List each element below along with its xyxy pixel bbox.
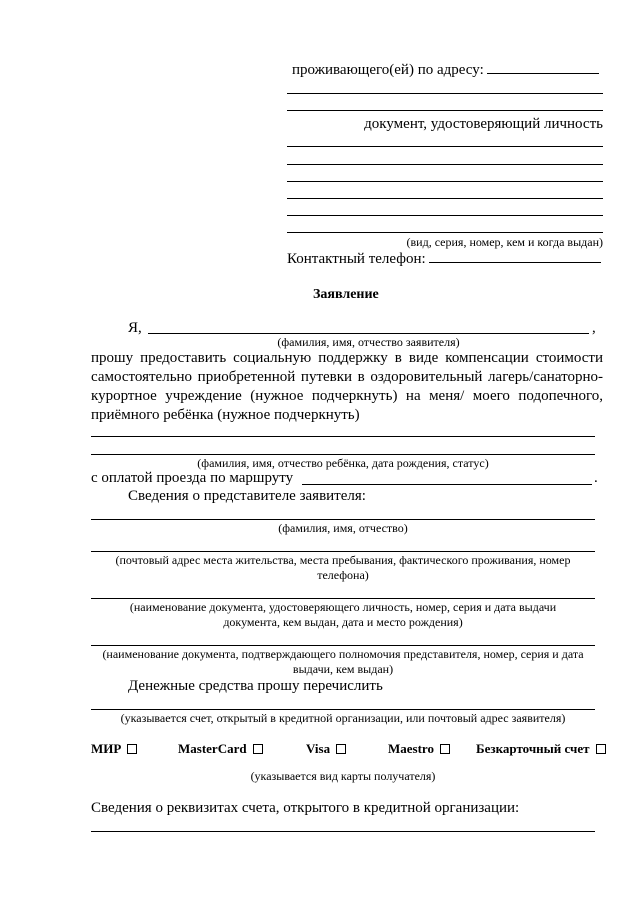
account-caption: (указывается счет, открытый в кредитной организации, или почтовый адрес заявителя) [120, 711, 566, 725]
id-doc-line-3[interactable] [287, 181, 603, 182]
id-doc-line-6[interactable] [287, 232, 603, 233]
phone-field[interactable] [429, 261, 601, 263]
address-label: проживающего(ей) по адресу: [292, 62, 484, 78]
card-label-cardless: Безкарточный счет [476, 741, 590, 756]
card-option-mastercard[interactable] [178, 741, 263, 757]
rep-name-field[interactable] [91, 519, 595, 520]
id-doc-label: документ, удостоверяющий личность [364, 116, 603, 132]
checkbox-visa[interactable] [336, 744, 346, 754]
id-doc-caption: (вид, серия, номер, кем и когда выдан) [406, 235, 603, 249]
checkbox-maestro[interactable] [440, 744, 450, 754]
card-option-cardless[interactable] [476, 741, 606, 757]
bank-details-label: Сведения о реквизитах счета, открытого в кредитной организации: [91, 800, 520, 816]
account-field[interactable] [91, 709, 595, 710]
rep-id-doc-field[interactable] [91, 598, 595, 599]
phone-row [287, 251, 601, 268]
route-field[interactable] [302, 484, 592, 485]
applicant-caption: (фамилия, имя, отчество заявителя) [277, 335, 460, 349]
rep-id-doc-caption: (наименование документа, удостоверяющего личность, номер, серия и дата выдачи документа, кем выдан, дата и место рождения) [129, 600, 557, 629]
card-option-visa[interactable] [306, 741, 346, 757]
card-caption: (указывается вид карты получателя) [250, 769, 436, 783]
card-label-mastercard: MasterCard [178, 741, 247, 756]
rep-authority-field[interactable] [91, 645, 595, 646]
rep-address-caption: (почтовый адрес места жительства, места пребывания, фактического проживания, номер телефона) [115, 553, 571, 582]
card-label-maestro: Maestro [388, 741, 434, 756]
rep-authority-caption: (наименование документа, подтверждающего полномочия представителя, номер, серия и дата выдачи, кем выдан) [102, 647, 584, 676]
id-doc-line-5[interactable] [287, 215, 603, 216]
card-option-maestro[interactable] [388, 741, 450, 757]
rep-address-field[interactable] [91, 551, 595, 552]
checkbox-mir[interactable] [127, 744, 137, 754]
transfer-label: Денежные средства прошу перечислить [128, 678, 383, 694]
checkbox-mastercard[interactable] [253, 744, 263, 754]
i-label: Я, [128, 320, 142, 336]
id-doc-line-4[interactable] [287, 198, 603, 199]
rep-name-caption: (фамилия, имя, отчество) [278, 521, 408, 535]
route-label: с оплатой проезда по маршруту [91, 470, 294, 486]
child-line-2[interactable] [91, 454, 595, 455]
applicant-name-field[interactable] [148, 333, 589, 334]
card-option-mir[interactable] [91, 741, 137, 757]
applicant-comma: , [592, 320, 596, 336]
representative-heading: Сведения о представителе заявителя: [128, 488, 366, 504]
child-caption: (фамилия, имя, отчество ребёнка, дата рождения, статус) [197, 456, 489, 470]
id-doc-line-2[interactable] [287, 164, 603, 165]
address-line-2[interactable] [287, 93, 603, 94]
request-paragraph: прошу предоставить социальную поддержку в виде компенсации стоимости самостоятельно приобретенной путевки в оздоровительный лагерь/санаторно-курортное учреждение (нужное подчеркнуть) на меня/ моего подопечного, приёмного ребёнка (нужное подчеркнуть) [91, 350, 603, 423]
route-end: . [594, 470, 598, 486]
child-line-1[interactable] [91, 436, 595, 437]
card-label-visa: Visa [306, 741, 331, 756]
card-label-mir: МИР [91, 741, 122, 756]
address-row [292, 62, 599, 79]
id-doc-line-1[interactable] [287, 146, 603, 147]
bank-details-field[interactable] [91, 831, 595, 832]
page-title: Заявление [313, 287, 379, 302]
address-field[interactable] [487, 72, 599, 74]
address-line-3[interactable] [287, 110, 603, 111]
checkbox-cardless[interactable] [596, 744, 606, 754]
phone-label: Контактный телефон: [287, 251, 426, 267]
